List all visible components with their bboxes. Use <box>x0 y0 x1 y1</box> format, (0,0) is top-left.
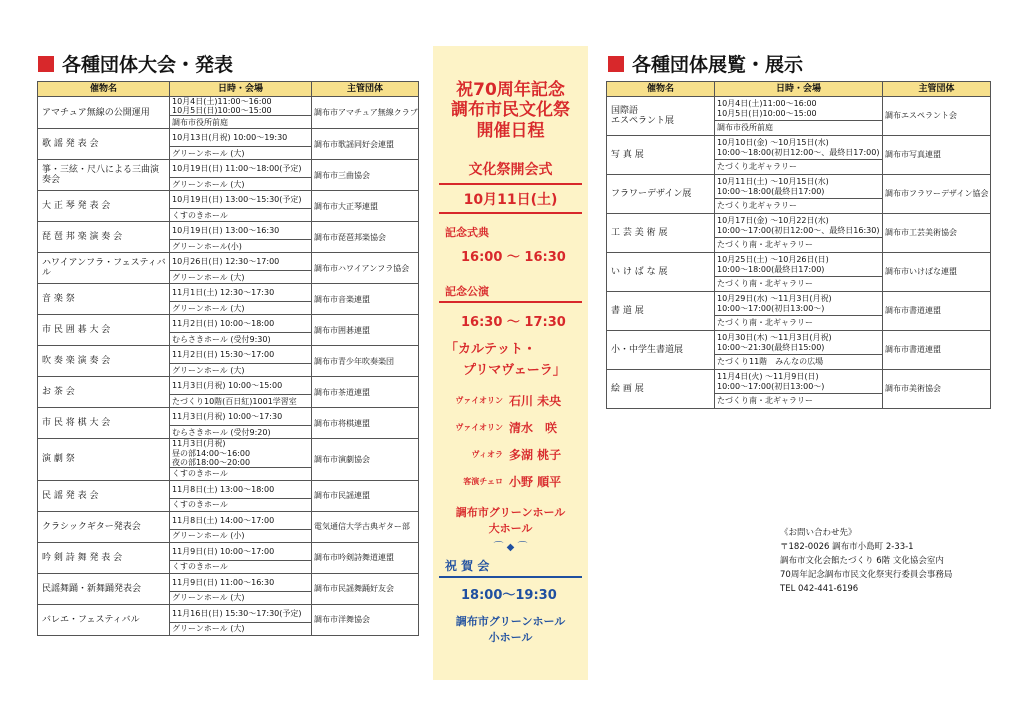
event-venue: むらさきホール (受付9:30) <box>170 333 312 346</box>
event-organizer: 調布市音楽連盟 <box>312 284 419 315</box>
event-venue: 調布市役所前庭 <box>170 116 312 129</box>
event-date-line: 11月4日(火) ～11月9日(日) <box>717 372 819 382</box>
inquiry-tel: TEL 042-441-6196 <box>780 584 859 594</box>
performers-list <box>433 392 588 490</box>
left-section-title <box>38 50 233 77</box>
event-organizer: 調布市書道連盟 <box>883 331 991 370</box>
performer-1: ヴァイオリン 石川 未央 <box>455 394 562 409</box>
event-venue: くすのきホール <box>170 560 312 573</box>
event-date-line: 10月19日(日) 13:00～15:30(予定) <box>172 195 302 205</box>
event-date <box>170 604 312 622</box>
performer-4: 客演チェロ 小野 順平 <box>463 475 562 490</box>
event-venue: むらさきホール (受付9:20) <box>170 426 312 439</box>
table-row <box>38 222 419 240</box>
event-date <box>715 97 883 121</box>
table-row <box>607 136 991 160</box>
event-date <box>170 222 312 240</box>
event-name: ハワイアンフラ・フェスティバル <box>38 253 170 284</box>
event-date <box>170 542 312 560</box>
event-date-line: 11月2日(日) 10:00～18:00 <box>172 319 275 329</box>
event-name: フラワーデザイン展 <box>607 175 715 214</box>
left-events-table <box>37 81 419 636</box>
table-row <box>607 253 991 277</box>
table-row <box>38 480 419 498</box>
ceremony-label: 記念式典 <box>445 226 489 240</box>
event-organizer: 調布市工芸美術協会 <box>883 214 991 253</box>
table-row <box>38 511 419 529</box>
table-row <box>607 175 991 199</box>
event-date-line: 10月10日(金) ～10月15日(水) <box>717 138 829 148</box>
right-section-title <box>608 50 803 77</box>
table-row <box>38 604 419 622</box>
event-date <box>170 573 312 591</box>
party-label: 祝 賀 会 <box>445 559 490 574</box>
event-venue: 調布市役所前庭 <box>715 121 883 136</box>
event-organizer: 調布市三曲協会 <box>312 160 419 191</box>
venue-1b: 大ホール <box>488 522 533 536</box>
event-date-line: 10月26日(日) 12:30～17:00 <box>172 257 280 267</box>
table-row <box>607 214 991 238</box>
event-venue: たづくり南・北ギャラリー <box>715 394 883 409</box>
event-date <box>170 480 312 498</box>
event-organizer: 調布エスペラント会 <box>883 97 991 136</box>
event-venue: たづくり南・北ギャラリー <box>715 238 883 253</box>
inquiry-office: 70周年記念調布市民文化祭実行委員会事務局 <box>780 570 953 580</box>
concert-title-1: 「カルテット・ <box>445 342 537 358</box>
event-name: い け ば な 展 <box>607 253 715 292</box>
table-row <box>38 129 419 147</box>
event-organizer: 調布市囲碁連盟 <box>312 315 419 346</box>
event-organizer: 調布市茶道連盟 <box>312 377 419 408</box>
event-venue: くすのきホール <box>170 209 312 222</box>
event-name: クラシックギター発表会 <box>38 511 170 542</box>
party-time: 18:00～19:30 <box>461 588 557 604</box>
event-date-line: 夜の部18:00～20:00 <box>172 457 251 467</box>
table-row <box>38 284 419 302</box>
col-header-org: 主管団体 <box>883 82 991 97</box>
event-organizer: 調布市将棋連盟 <box>312 408 419 439</box>
event-date-line: 10:00～17:00(初日12:00～、最終日16:30) <box>717 225 880 235</box>
table-row <box>38 408 419 426</box>
event-venue: グリーンホール (大) <box>170 147 312 160</box>
event-name: 市 民 将 棋 大 会 <box>38 408 170 439</box>
col-header-event: 催物名 <box>607 82 715 97</box>
event-date-line: 10月4日(土)11:00～16:00 <box>172 97 272 106</box>
event-name: お 茶 会 <box>38 377 170 408</box>
event-date-line: 11月8日(土) 13:00～18:00 <box>172 484 275 494</box>
event-date-line: 11月16日(日) 15:30～17:30(予定) <box>172 608 302 618</box>
table-row <box>38 160 419 178</box>
event-name: 歌 謡 発 表 会 <box>38 129 170 160</box>
concert-time: 16:30 ～ 17:30 <box>461 315 566 331</box>
opening-label: 文化祭開会式 <box>468 162 553 179</box>
event-organizer: 調布市琵琶邦楽協会 <box>312 222 419 253</box>
event-name: 民謡舞踊・新舞踊発表会 <box>38 573 170 604</box>
table-row <box>38 191 419 209</box>
col-header-date: 日時・会場 <box>170 82 312 97</box>
event-organizer: 調布市いけばな連盟 <box>883 253 991 292</box>
event-venue: たづくり南・北ギャラリー <box>715 277 883 292</box>
event-date-line: 10:00～17:00(初日13:00～) <box>717 303 825 313</box>
event-organizer: 調布市民謡連盟 <box>312 480 419 511</box>
event-date <box>715 136 883 160</box>
event-organizer: 調布市青少年吹奏楽団 <box>312 346 419 377</box>
event-date-line: 10月13日(月祝) 10:00～19:30 <box>172 133 288 143</box>
event-date <box>170 253 312 271</box>
event-name: 民 謡 発 表 会 <box>38 480 170 511</box>
event-name: アマチュア無線の公開運用 <box>38 97 170 129</box>
event-date <box>170 511 312 529</box>
table-row <box>38 253 419 271</box>
event-name: 書 道 展 <box>607 292 715 331</box>
table-row <box>38 573 419 591</box>
table-row <box>38 315 419 333</box>
center-title-line-3: 開催日程 <box>476 120 545 141</box>
event-date-line: 11月3日(月祝) 10:00～15:00 <box>172 381 283 391</box>
event-organizer: 調布市民謡舞踊好友会 <box>312 573 419 604</box>
table-row <box>38 97 419 116</box>
col-header-event: 催物名 <box>38 82 170 97</box>
event-organizer: 調布市歌謡同好会連盟 <box>312 129 419 160</box>
event-date <box>715 370 883 394</box>
event-date-line: 10:00～18:00(最終日17:00) <box>717 186 825 196</box>
event-date <box>715 331 883 355</box>
event-venue: たづくり南・北ギャラリー <box>715 316 883 331</box>
right-title-text: 各種団体展覧・展示 <box>632 54 804 76</box>
event-organizer: 電気通信大学古典ギター部 <box>312 511 419 542</box>
event-name: 吟 剣 詩 舞 発 表 会 <box>38 542 170 573</box>
event-date-line: 10:00～18:00(最終日17:00) <box>717 264 825 274</box>
event-date-line: 10:00～21:30(最終日15:00) <box>717 342 825 352</box>
event-venue: くすのきホール <box>170 498 312 511</box>
event-venue: グリーンホール (大) <box>170 178 312 191</box>
event-date-line: 10月5日(日)10:00～15:00 <box>717 108 817 118</box>
event-venue: たづくり北ギャラリー <box>715 160 883 175</box>
inquiry-block <box>780 526 952 596</box>
event-date-line: 10月29日(水) ～11月3日(月祝) <box>717 294 832 304</box>
event-name: 市 民 囲 碁 大 会 <box>38 315 170 346</box>
table-row <box>38 346 419 364</box>
ornament-icon: ⌒ ◆ ⌒ <box>493 542 528 554</box>
event-date <box>170 377 312 395</box>
table-row <box>38 439 419 468</box>
event-date <box>170 160 312 178</box>
event-venue: グリーンホール(小) <box>170 240 312 253</box>
event-date <box>170 346 312 364</box>
right-exhibits-table <box>606 81 991 409</box>
event-organizer: 調布市書道連盟 <box>883 292 991 331</box>
event-date-line: 10:00～17:00(初日13:00～) <box>717 381 825 391</box>
performer-3: ヴィオラ 多湖 桃子 <box>471 448 562 463</box>
ceremony-time: 16:00 ～ 16:30 <box>461 250 566 266</box>
table-row <box>607 292 991 316</box>
event-date <box>170 315 312 333</box>
event-date-line: 11月3日(月祝) <box>172 439 226 449</box>
opening-date: 10月11日(土) <box>463 192 558 209</box>
venue-2: 調布市グリーンホール <box>455 615 566 629</box>
table-row <box>607 370 991 394</box>
event-date-line: 10月5日(日)10:00～15:00 <box>172 106 272 116</box>
concert-label: 記念公演 <box>445 285 489 299</box>
left-title-text: 各種団体大会・発表 <box>62 54 234 76</box>
event-name: 音 楽 祭 <box>38 284 170 315</box>
event-venue: グリーンホール (大) <box>170 591 312 604</box>
event-venue: グリーンホール (大) <box>170 271 312 284</box>
table-row <box>607 97 991 121</box>
event-venue: たづくり北ギャラリー <box>715 199 883 214</box>
center-title <box>433 80 588 141</box>
event-organizer: 調布市フラワーデザイン協会 <box>883 175 991 214</box>
event-organizer: 調布市アマチュア無線クラブ <box>312 97 419 129</box>
event-date-line: 11月8日(土) 14:00～17:00 <box>172 515 275 525</box>
event-date <box>170 129 312 147</box>
event-date-line: 10:00～18:00(初日12:00～、最終日17:00) <box>717 147 880 157</box>
event-name: 箏・三絃・尺八による三曲演奏会 <box>38 160 170 191</box>
event-date-line: 10月19日(日) 13:00～16:30 <box>172 226 280 236</box>
event-venue: グリーンホール (大) <box>170 302 312 315</box>
event-date-line: 11月2日(日) 15:30～17:00 <box>172 350 275 360</box>
event-date <box>715 175 883 199</box>
divider <box>439 183 582 185</box>
event-name: 写 真 展 <box>607 136 715 175</box>
venue-1: 調布市グリーンホール <box>455 506 566 520</box>
event-date <box>715 253 883 277</box>
divider <box>439 576 582 578</box>
inquiry-heading: 《お問い合わせ先》 <box>780 528 857 538</box>
event-date-line: 11月3日(月祝) 10:00～17:30 <box>172 412 283 422</box>
divider <box>439 301 582 303</box>
event-venue: たづくり10階(百日紅)1001学習室 <box>170 395 312 408</box>
event-date-line: 10月4日(土)11:00～16:00 <box>717 99 817 109</box>
event-name: 国際語 エスペラント展 <box>607 97 715 136</box>
event-organizer: 調布市吟剣詩舞道連盟 <box>312 542 419 573</box>
event-name: 琵 琶 邦 楽 演 奏 会 <box>38 222 170 253</box>
inquiry-address: 〒182-0026 調布市小島町 2-33-1 <box>780 542 914 552</box>
table-row <box>38 542 419 560</box>
event-date-line: 昼の部14:00～16:00 <box>172 448 251 458</box>
event-date <box>715 292 883 316</box>
event-venue: グリーンホール (大) <box>170 622 312 635</box>
table-row <box>38 377 419 395</box>
table-row <box>607 331 991 355</box>
center-title-line-2: 調布市民文化祭 <box>451 100 570 121</box>
event-date-line: 11月9日(日) 10:00～17:00 <box>172 546 275 556</box>
event-date <box>170 439 312 468</box>
event-date <box>170 97 312 116</box>
event-venue: グリーンホール (小) <box>170 529 312 542</box>
event-organizer: 調布市美術協会 <box>883 370 991 409</box>
event-date-line: 10月25日(土) ～10月26日(日) <box>717 255 829 265</box>
venue-2b: 小ホール <box>488 631 533 645</box>
event-date <box>715 214 883 238</box>
event-venue: くすのきホール <box>170 467 312 480</box>
event-name: 絵 画 展 <box>607 370 715 409</box>
event-organizer: 調布市写真連盟 <box>883 136 991 175</box>
event-date-line: 11月9日(日) 11:00～16:30 <box>172 577 275 587</box>
col-header-org: 主管団体 <box>312 82 419 97</box>
event-date <box>170 284 312 302</box>
inquiry-building: 調布市文化会館たづくり 6階 文化協会室内 <box>780 556 944 566</box>
concert-title-2: プリマヴェーラ」 <box>463 363 566 379</box>
event-organizer: 調布市演劇協会 <box>312 439 419 481</box>
event-date <box>170 191 312 209</box>
event-name: 工 芸 美 術 展 <box>607 214 715 253</box>
event-date-line: 10月30日(木) ～11月3日(月祝) <box>717 333 832 343</box>
red-square-icon <box>608 56 624 72</box>
center-schedule-panel <box>433 46 588 680</box>
col-header-date: 日時・会場 <box>715 82 883 97</box>
event-date-line: 11月1日(土) 12:30～17:30 <box>172 288 275 298</box>
event-name: バレエ・フェスティバル <box>38 604 170 635</box>
performer-2: ヴァイオリン 清水 咲 <box>455 421 558 436</box>
event-name: 演 劇 祭 <box>38 439 170 481</box>
red-square-icon <box>38 56 54 72</box>
event-venue: たづくり11階 みんなの広場 <box>715 355 883 370</box>
event-name: 大 正 琴 発 表 会 <box>38 191 170 222</box>
event-organizer: 調布市ハワイアンフラ協会 <box>312 253 419 284</box>
divider <box>439 212 582 214</box>
event-name: 吹 奏 楽 演 奏 会 <box>38 346 170 377</box>
event-organizer: 調布市大正琴連盟 <box>312 191 419 222</box>
event-organizer: 調布市洋舞協会 <box>312 604 419 635</box>
event-name: 小・中学生書道展 <box>607 331 715 370</box>
event-date-line: 10月19日(日) 11:00～18:00(予定) <box>172 164 302 174</box>
event-venue: グリーンホール (大) <box>170 364 312 377</box>
event-date-line: 10月11日(土) ～10月15日(水) <box>717 177 829 187</box>
event-date-line: 10月17日(金) ～10月22日(水) <box>717 216 829 226</box>
event-date <box>170 408 312 426</box>
center-title-line-1: 祝70周年記念 <box>456 80 565 100</box>
